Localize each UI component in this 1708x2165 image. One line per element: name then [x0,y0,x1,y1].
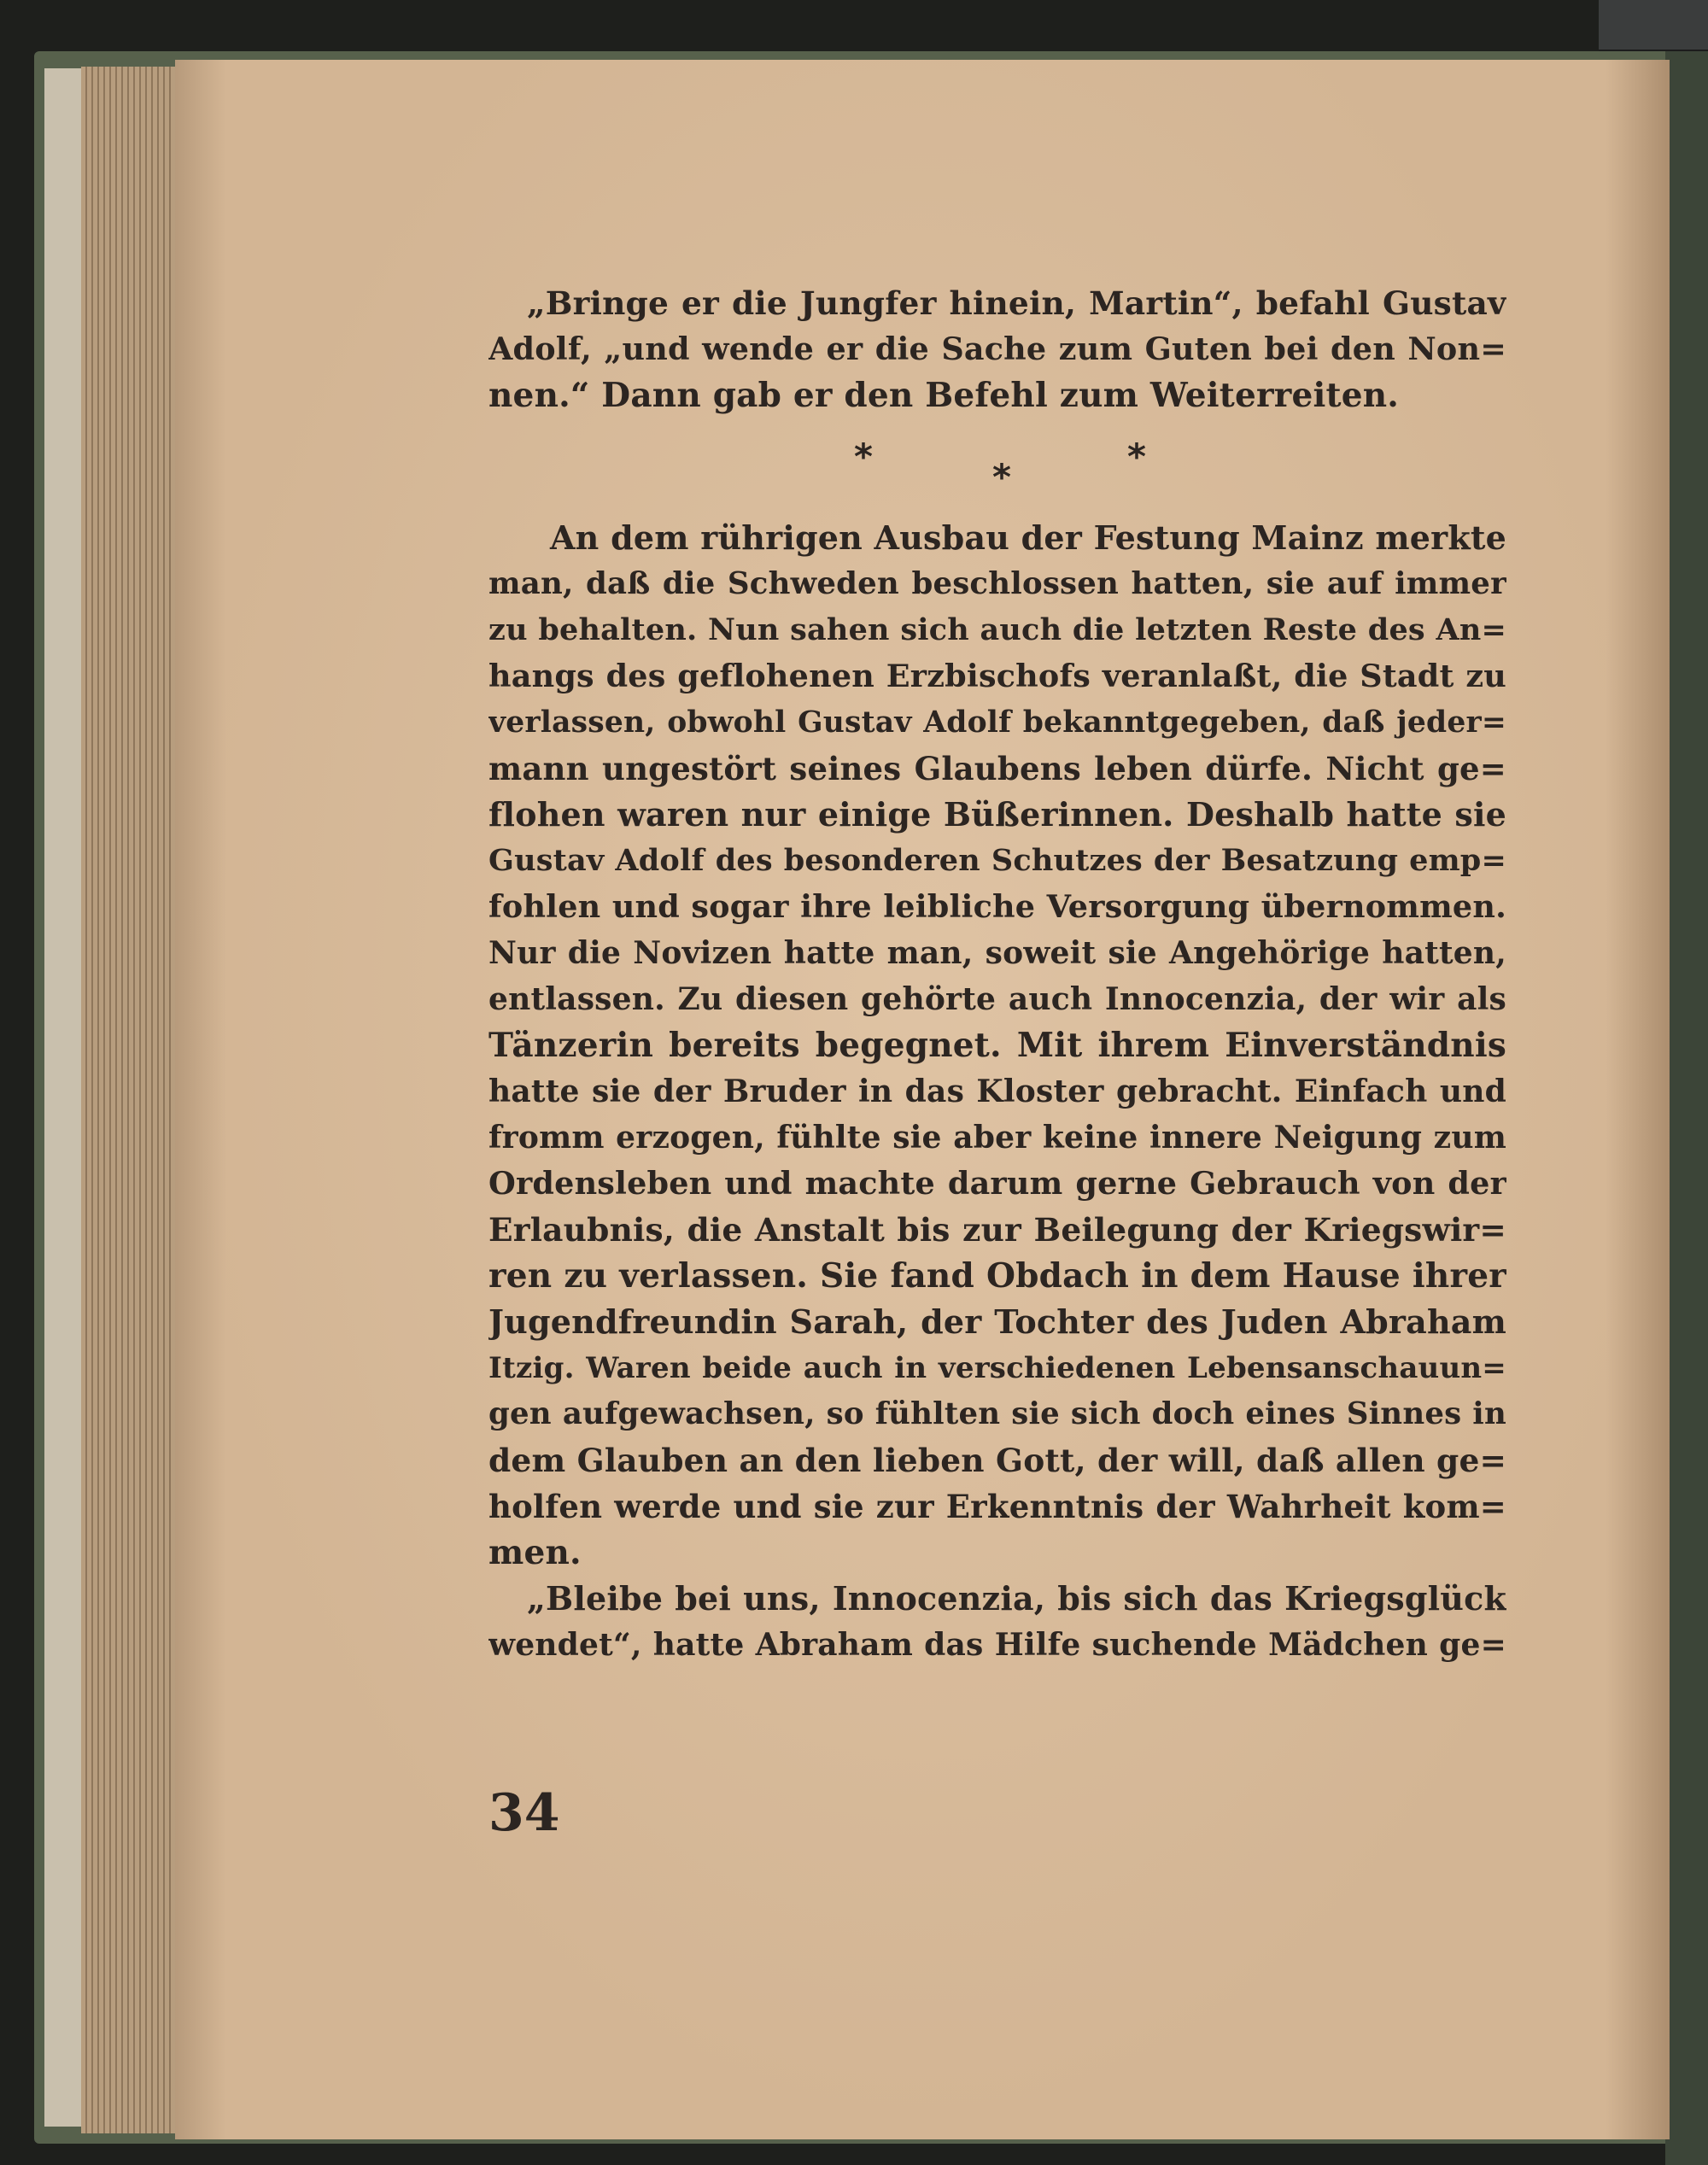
page-text [488,280,1506,1668]
text-line: Itzig. Waren beide auch in verschiedenen Lebensanschauun= [488,1351,1506,1385]
text-line: hatte sie der Bruder in das Kloster gebracht. Einfach und [488,1074,1506,1109]
separator-star: * [854,436,874,477]
text-line: hangs des geflohenen Erzbischofs veranlaßt, die Stadt zu [488,658,1506,694]
text-line: entlassen. Zu diesen gehörte auch Innocenzia, der wir als [488,981,1506,1017]
text-line: Erlaubnis, die Anstalt bis zur Beilegung der Kriegswir= [488,1211,1506,1249]
paragraph-2 [488,515,1506,1576]
text-line: Gustav Adolf des besonderen Schutzes der Besatzung emp= [488,843,1506,878]
text-line: Nur die Novizen hatte man, soweit sie Angehörige hatten, [488,935,1506,971]
section-separator [488,418,1506,515]
text-line: nen.“ Dann gab er den Befehl zum Weiterreiten. [488,376,1400,415]
page-edges [81,67,184,2133]
book-cover-edge [1665,34,1708,2165]
text-line: dem Glauben an den lieben Gott, der will, daß allen ge= [488,1442,1506,1479]
text-line: gen aufgewachsen, so fühlten sie sich doch eines Sinnes in [488,1396,1506,1431]
text-line: An dem rührigen Ausbau der Festung Mainz merkte [550,518,1506,557]
text-line: flohen waren nur einige Büßerinnen. Deshalb hatte sie [488,795,1506,834]
text-line: Ordensleben und machte darum gerne Gebrauch von der [488,1165,1506,1202]
paragraph-1 [488,280,1506,418]
text-line: verlassen, obwohl Gustav Adolf bekanntgegeben, daß jeder= [488,705,1506,740]
text-line: „Bringe er die Jungfer hinein, Martin“, befahl Gustav [527,284,1506,322]
text-line: wendet“, hatte Abraham das Hilfe suchende Mädchen ge= [488,1627,1506,1663]
text-line: Adolf, „und wende er die Sache zum Guten bei den Non= [488,331,1506,367]
separator-star: * [992,456,1012,498]
text-line: „Bleibe bei uns, Innocenzia, bis sich das Kriegsglück [527,1579,1506,1618]
cover-corner [1599,0,1708,51]
text-line: men. [488,1533,582,1572]
paragraph-3 [488,1576,1506,1668]
text-line: zu behalten. Nun sahen sich auch die letzten Reste des An= [488,612,1506,647]
page-number: 34 [488,1783,560,1843]
page-gutter-shadow [1606,60,1670,2139]
text-line: mann ungestört seines Glaubens leben dürfe. Nicht ge= [488,750,1506,787]
text-line: fromm erzogen, fühlte sie aber keine innere Neigung zum [488,1120,1506,1156]
text-line: Jugendfreundin Sarah, der Tochter des Juden Abraham [488,1302,1506,1341]
text-line: holfen werde und sie zur Erkenntnis der Wahrheit kom= [488,1488,1506,1525]
text-line: Tänzerin bereits begegnet. Mit ihrem Einverständnis [488,1026,1506,1065]
text-line: man, daß die Schweden beschlossen hatten, sie auf immer [488,566,1506,601]
text-line: ren zu verlassen. Sie fand Obdach in dem Hause ihrer [488,1256,1506,1296]
text-line: fohlen und sogar ihre leibliche Versorgung übernommen. [488,888,1506,925]
separator-star: * [1127,436,1147,477]
